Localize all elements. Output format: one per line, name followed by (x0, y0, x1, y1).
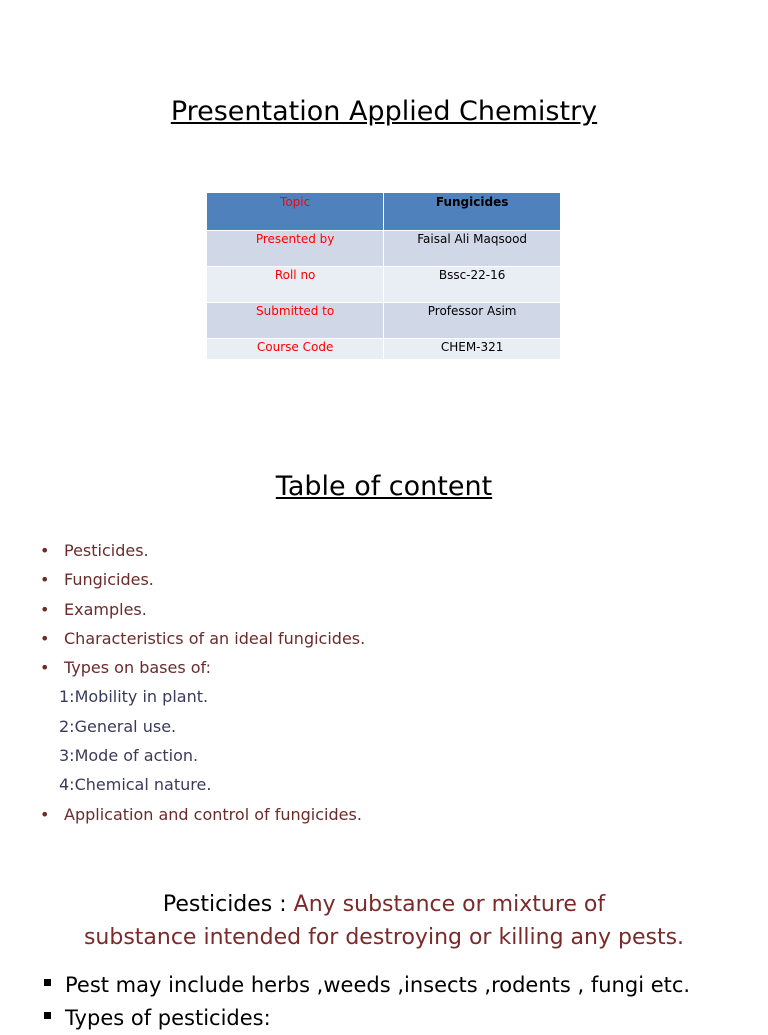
bullet-icon: • (40, 628, 50, 648)
page-title: Presentation Applied Chemistry (170, 96, 598, 127)
definition-term: Pesticides : (162, 892, 294, 917)
definition-line-1 (0, 888, 768, 921)
info-table (207, 193, 561, 360)
list-item: • Pesticides. (40, 536, 365, 565)
list-subitem: 4:Chemical nature. (59, 775, 212, 795)
bullet-icon: • (40, 599, 50, 619)
table-value-cell: CHEM-321 (384, 338, 561, 359)
table-value-cell: Faisal Ali Maqsood (384, 230, 561, 266)
bullet-icon: • (40, 804, 50, 824)
toc-list (40, 536, 365, 829)
bullet-icon: • (40, 570, 50, 590)
table-row (207, 230, 561, 266)
table-value-cell: Fungicides (384, 193, 561, 230)
toc-heading: Table of content (275, 471, 493, 502)
table-label-cell: Submitted to (207, 302, 384, 338)
table-row (207, 302, 561, 338)
bullet-icon: • (40, 541, 50, 560)
facts-list (44, 969, 690, 1035)
table-value-cell: Bssc-22-16 (384, 266, 561, 302)
table-label-cell: Roll no (207, 266, 384, 302)
list-subitem: 2:General use. (59, 716, 177, 736)
table-label-cell: Presented by (207, 230, 384, 266)
list-item: • Fungicides. (40, 565, 365, 594)
definition-text: substance intended for destroying or killing any pests. (83, 925, 685, 950)
list-item: • Types on bases of: (40, 653, 365, 682)
list-item: • Examples. (40, 595, 365, 624)
table-label-cell: Course Code (207, 338, 384, 359)
square-bullet-icon (44, 979, 51, 986)
table-row (207, 338, 561, 359)
list-item: • Application and control of fungicides. (40, 800, 365, 829)
bullet-icon: • (40, 658, 50, 678)
list-subitem: 3:Mode of action. (59, 746, 199, 766)
list-subitem: 1:Mobility in plant. (59, 687, 209, 707)
list-item: Pest may include herbs ,weeds ,insects ,rodents , fungi etc. (44, 969, 690, 1002)
definition-line-2 (0, 921, 768, 954)
table-row (207, 266, 561, 302)
table-row (207, 193, 561, 230)
table-label-cell: Topic (207, 193, 384, 230)
definition-text: Any substance or mixture of (293, 892, 606, 917)
list-item: • Characteristics of an ideal fungicides. (40, 624, 365, 653)
table-value-cell: Professor Asim (384, 302, 561, 338)
square-bullet-icon (44, 1012, 51, 1019)
list-item: Types of pesticides: (44, 1002, 690, 1035)
